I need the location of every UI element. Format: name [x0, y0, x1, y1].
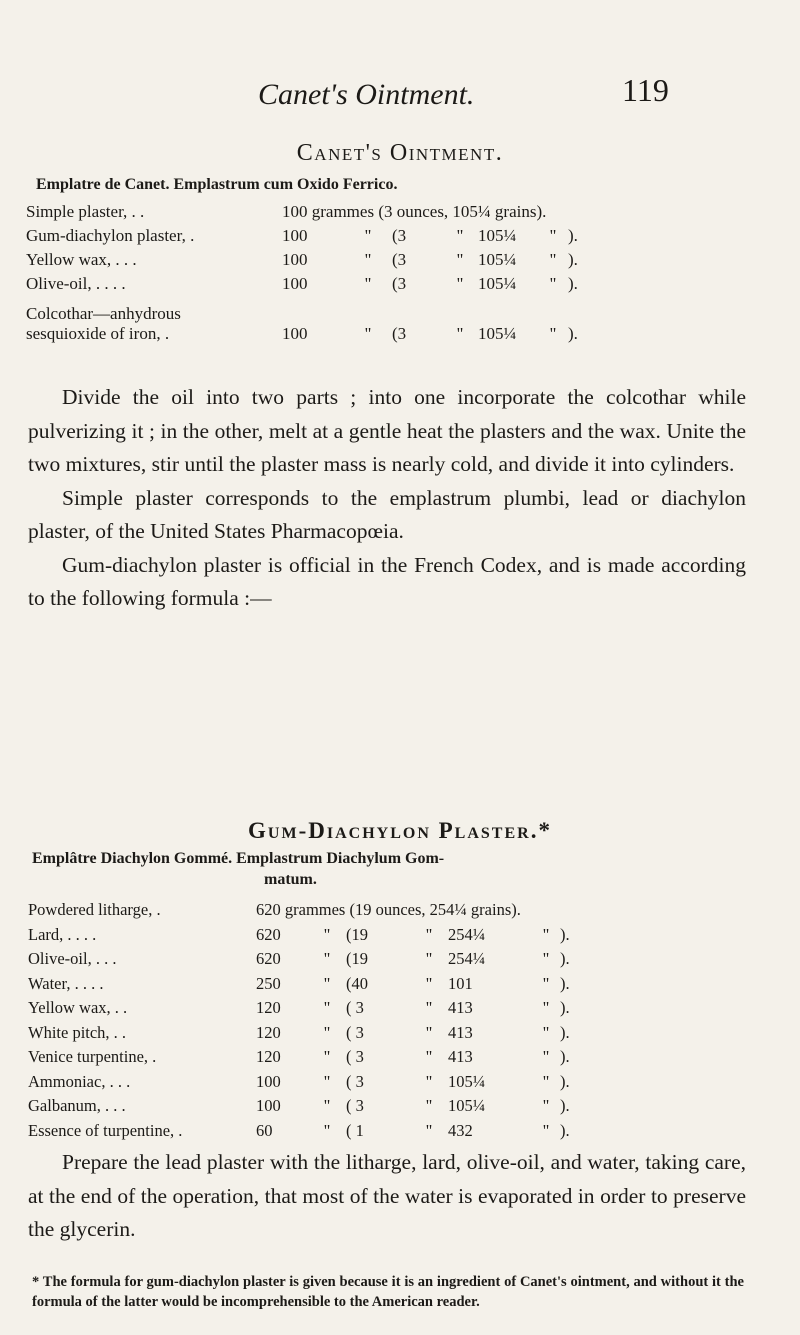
formula-row — [28, 949, 580, 974]
ditto-mark: " — [542, 1071, 550, 1091]
ditto-mark: " — [542, 949, 550, 968]
ditto-mark: " — [549, 226, 557, 245]
section-heading-canets-ointment: Canet's Ointment. — [296, 140, 504, 166]
ditto-mark: " — [425, 973, 433, 993]
page-number: 119 — [622, 72, 669, 108]
ingredient-name — [26, 298, 282, 344]
amount-grammes: 100 — [256, 1096, 281, 1115]
ditto-mark: " — [323, 949, 331, 968]
ditto-mark: " — [542, 1096, 550, 1115]
ingredient-name: Yellow wax, . . — [28, 998, 128, 1017]
formula-row — [26, 202, 588, 226]
amount-grammes: 120 — [256, 1047, 281, 1066]
ditto-mark: " — [323, 1120, 331, 1140]
section-subhead-gum-line2: matum. — [264, 871, 317, 888]
ditto-mark: " — [323, 973, 331, 993]
amount-ounces: (3 — [392, 226, 407, 245]
footnote: * The formula for gum-diachylon plaster is given because it is an ingredient of Canet's ointment, and without it the formula of the latter would be incomprehensible to the American reader. — [32, 1274, 744, 1310]
ditto-mark: " — [364, 250, 372, 269]
ingredient-name: White pitch, . . — [28, 1022, 127, 1042]
amount-grammes: 100 — [282, 274, 308, 293]
amount-grammes: 120 — [256, 1022, 281, 1042]
ingredient-name: Olive-oil, . . . — [28, 949, 117, 968]
running-head — [0, 68, 800, 111]
ditto-mark: " — [542, 1120, 550, 1140]
amount-ounces: (40 — [346, 973, 368, 993]
ingredient-name: Simple plaster, . . — [26, 202, 145, 221]
formula-row — [26, 298, 588, 344]
closing-paren: ). — [568, 324, 578, 343]
ditto-mark: " — [425, 1022, 433, 1042]
ditto-mark: " — [323, 924, 331, 944]
ditto-mark: " — [425, 924, 433, 944]
paragraph: Gum-diachylon plaster is official in the French Codex, and is made according to the following formula :— — [28, 552, 746, 610]
formula-row — [28, 1121, 580, 1146]
formula-row — [28, 925, 580, 950]
ingredient-name-line1: Colcothar—anhydrous — [26, 304, 181, 323]
amount-grains: 105¼ — [478, 250, 517, 269]
ditto-mark: " — [323, 1022, 331, 1042]
amount-grammes: 100 — [282, 250, 308, 269]
formula-row — [28, 1023, 580, 1048]
amount-ounces: (3 — [392, 250, 407, 269]
closing-paren: ). — [560, 1022, 570, 1042]
formula-row — [26, 250, 588, 274]
body-text-block-1 — [28, 381, 746, 616]
amount-grains: 254¼ — [448, 924, 486, 944]
amount-grammes: 100 — [282, 226, 308, 245]
ditto-mark: " — [425, 1096, 433, 1115]
ingredient-name: Powdered litharge, . — [28, 900, 161, 919]
amount-ounces: ( 3 — [346, 1022, 364, 1042]
amount-ounces: ( 3 — [346, 1096, 364, 1115]
ditto-mark: " — [456, 250, 464, 269]
ditto-mark: " — [323, 1071, 331, 1091]
ditto-mark: " — [542, 1022, 550, 1042]
section-heading-gum-diachylon: Gum-Diachylon Plaster.* — [248, 818, 552, 843]
ditto-mark: " — [323, 998, 331, 1017]
closing-paren: ). — [560, 973, 570, 993]
amount-grammes: 100 — [282, 324, 308, 343]
amount-grains: 413 — [448, 1047, 473, 1066]
closing-paren: ). — [560, 949, 570, 968]
ingredient-name: Yellow wax, . . . — [26, 250, 137, 269]
formula-table-canets-ointment — [26, 202, 588, 344]
ditto-mark: " — [549, 250, 557, 269]
running-head-title: Canet's Ointment. — [258, 78, 475, 111]
ingredient-name: Essence of turpentine, . — [28, 1120, 183, 1140]
amount-ounces: (3 — [392, 274, 407, 293]
ditto-mark: " — [425, 998, 433, 1017]
formula-row — [28, 1072, 580, 1097]
formula-row — [28, 1096, 580, 1121]
ingredient-name: Lard, . . . . — [28, 924, 97, 944]
amount-grains: 432 — [448, 1120, 473, 1140]
ingredient-name: Venice turpentine, . — [28, 1047, 157, 1066]
body-text-block-2 — [28, 1146, 746, 1247]
ingredient-name: Galbanum, . . . — [28, 1096, 126, 1115]
formula-row — [28, 998, 580, 1023]
amount-grains: 105¼ — [478, 274, 517, 293]
formula-row — [28, 974, 580, 999]
ditto-mark: " — [542, 924, 550, 944]
ingredient-name-line2: sesquioxide of iron, . — [26, 324, 170, 343]
ditto-mark: " — [456, 274, 464, 293]
amount-ounces: ( 1 — [346, 1120, 364, 1140]
ingredient-name: Ammoniac, . . . — [28, 1071, 131, 1091]
amount-ounces: ( 3 — [346, 1071, 364, 1091]
ditto-mark: " — [542, 998, 550, 1017]
amount-grammes: 620 — [256, 949, 281, 968]
ditto-mark: " — [542, 1047, 550, 1066]
amount-grains: 413 — [448, 1022, 473, 1042]
closing-paren: ). — [560, 1047, 570, 1066]
closing-paren: ). — [560, 1120, 570, 1140]
ditto-mark: " — [549, 324, 557, 343]
section-subhead-gum-line1: Emplâtre Diachylon Gommé. Emplastrum Diachylum Gom- — [32, 850, 445, 867]
closing-paren: ). — [568, 226, 578, 245]
ingredient-amount: 620 grammes (19 ounces, 254¼ grains). — [256, 900, 521, 919]
amount-ounces: (3 — [392, 324, 407, 343]
ditto-mark: " — [323, 1047, 331, 1066]
ditto-mark: " — [364, 274, 372, 293]
closing-paren: ). — [568, 250, 578, 269]
amount-grains: 105¼ — [478, 226, 517, 245]
amount-grammes: 250 — [256, 973, 281, 993]
ditto-mark: " — [456, 324, 464, 343]
ingredient-name: Water, . . . . — [28, 973, 104, 993]
formula-table-gum-diachylon — [28, 900, 580, 1145]
ditto-mark: " — [549, 274, 557, 293]
ditto-mark: " — [425, 949, 433, 968]
ditto-mark: " — [425, 1120, 433, 1140]
ingredient-amount: 100 grammes (3 ounces, 105¼ grains). — [282, 202, 547, 221]
amount-grains: 105¼ — [448, 1071, 486, 1091]
closing-paren: ). — [560, 1096, 570, 1115]
amount-ounces: (19 — [346, 949, 368, 968]
amount-grains: 101 — [448, 973, 473, 993]
ditto-mark: " — [425, 1047, 433, 1066]
amount-grains: 105¼ — [448, 1096, 486, 1115]
section-subhead-canets: Emplatre de Canet. Emplastrum cum Oxido Ferrico. — [36, 176, 398, 193]
paragraph: Divide the oil into two parts ; into one incorporate the colcothar while pulverizing it ; in the other, melt at a gentle heat the plasters and the wax. Unite the two mixtures, stir until the plaster mass is nearly cold, and divide it into cylinders. — [28, 385, 746, 476]
formula-row — [26, 226, 588, 250]
amount-ounces: (19 — [346, 924, 368, 944]
ingredient-name: Olive-oil, . . . . — [26, 274, 126, 293]
amount-ounces: ( 3 — [346, 998, 364, 1017]
ditto-mark: " — [456, 226, 464, 245]
paragraph: Simple plaster corresponds to the emplastrum plumbi, lead or diachylon plaster, of the United States Pharmacopœia. — [28, 485, 746, 543]
formula-row — [28, 900, 580, 925]
closing-paren: ). — [560, 998, 570, 1017]
amount-grains: 413 — [448, 998, 473, 1017]
amount-grammes: 620 — [256, 924, 281, 944]
amount-ounces: ( 3 — [346, 1047, 364, 1066]
amount-grammes: 60 — [256, 1120, 273, 1140]
ditto-mark: " — [542, 973, 550, 993]
amount-grains: 254¼ — [448, 949, 486, 968]
closing-paren: ). — [568, 274, 578, 293]
ditto-mark: " — [425, 1071, 433, 1091]
amount-grammes: 100 — [256, 1071, 281, 1091]
ditto-mark: " — [364, 324, 372, 343]
paragraph: Prepare the lead plaster with the litharge, lard, olive-oil, and water, taking care, at the end of the operation, that most of the water is evaporated in order to preserve the glycerin. — [28, 1150, 746, 1241]
ditto-mark: " — [364, 226, 372, 245]
ditto-mark: " — [323, 1096, 331, 1115]
ingredient-name: Gum-diachylon plaster, . — [26, 226, 195, 245]
formula-row — [26, 274, 588, 298]
closing-paren: ). — [560, 1071, 570, 1091]
formula-row — [28, 1047, 580, 1072]
amount-grains: 105¼ — [478, 324, 517, 343]
amount-grammes: 120 — [256, 998, 281, 1017]
closing-paren: ). — [560, 924, 570, 944]
